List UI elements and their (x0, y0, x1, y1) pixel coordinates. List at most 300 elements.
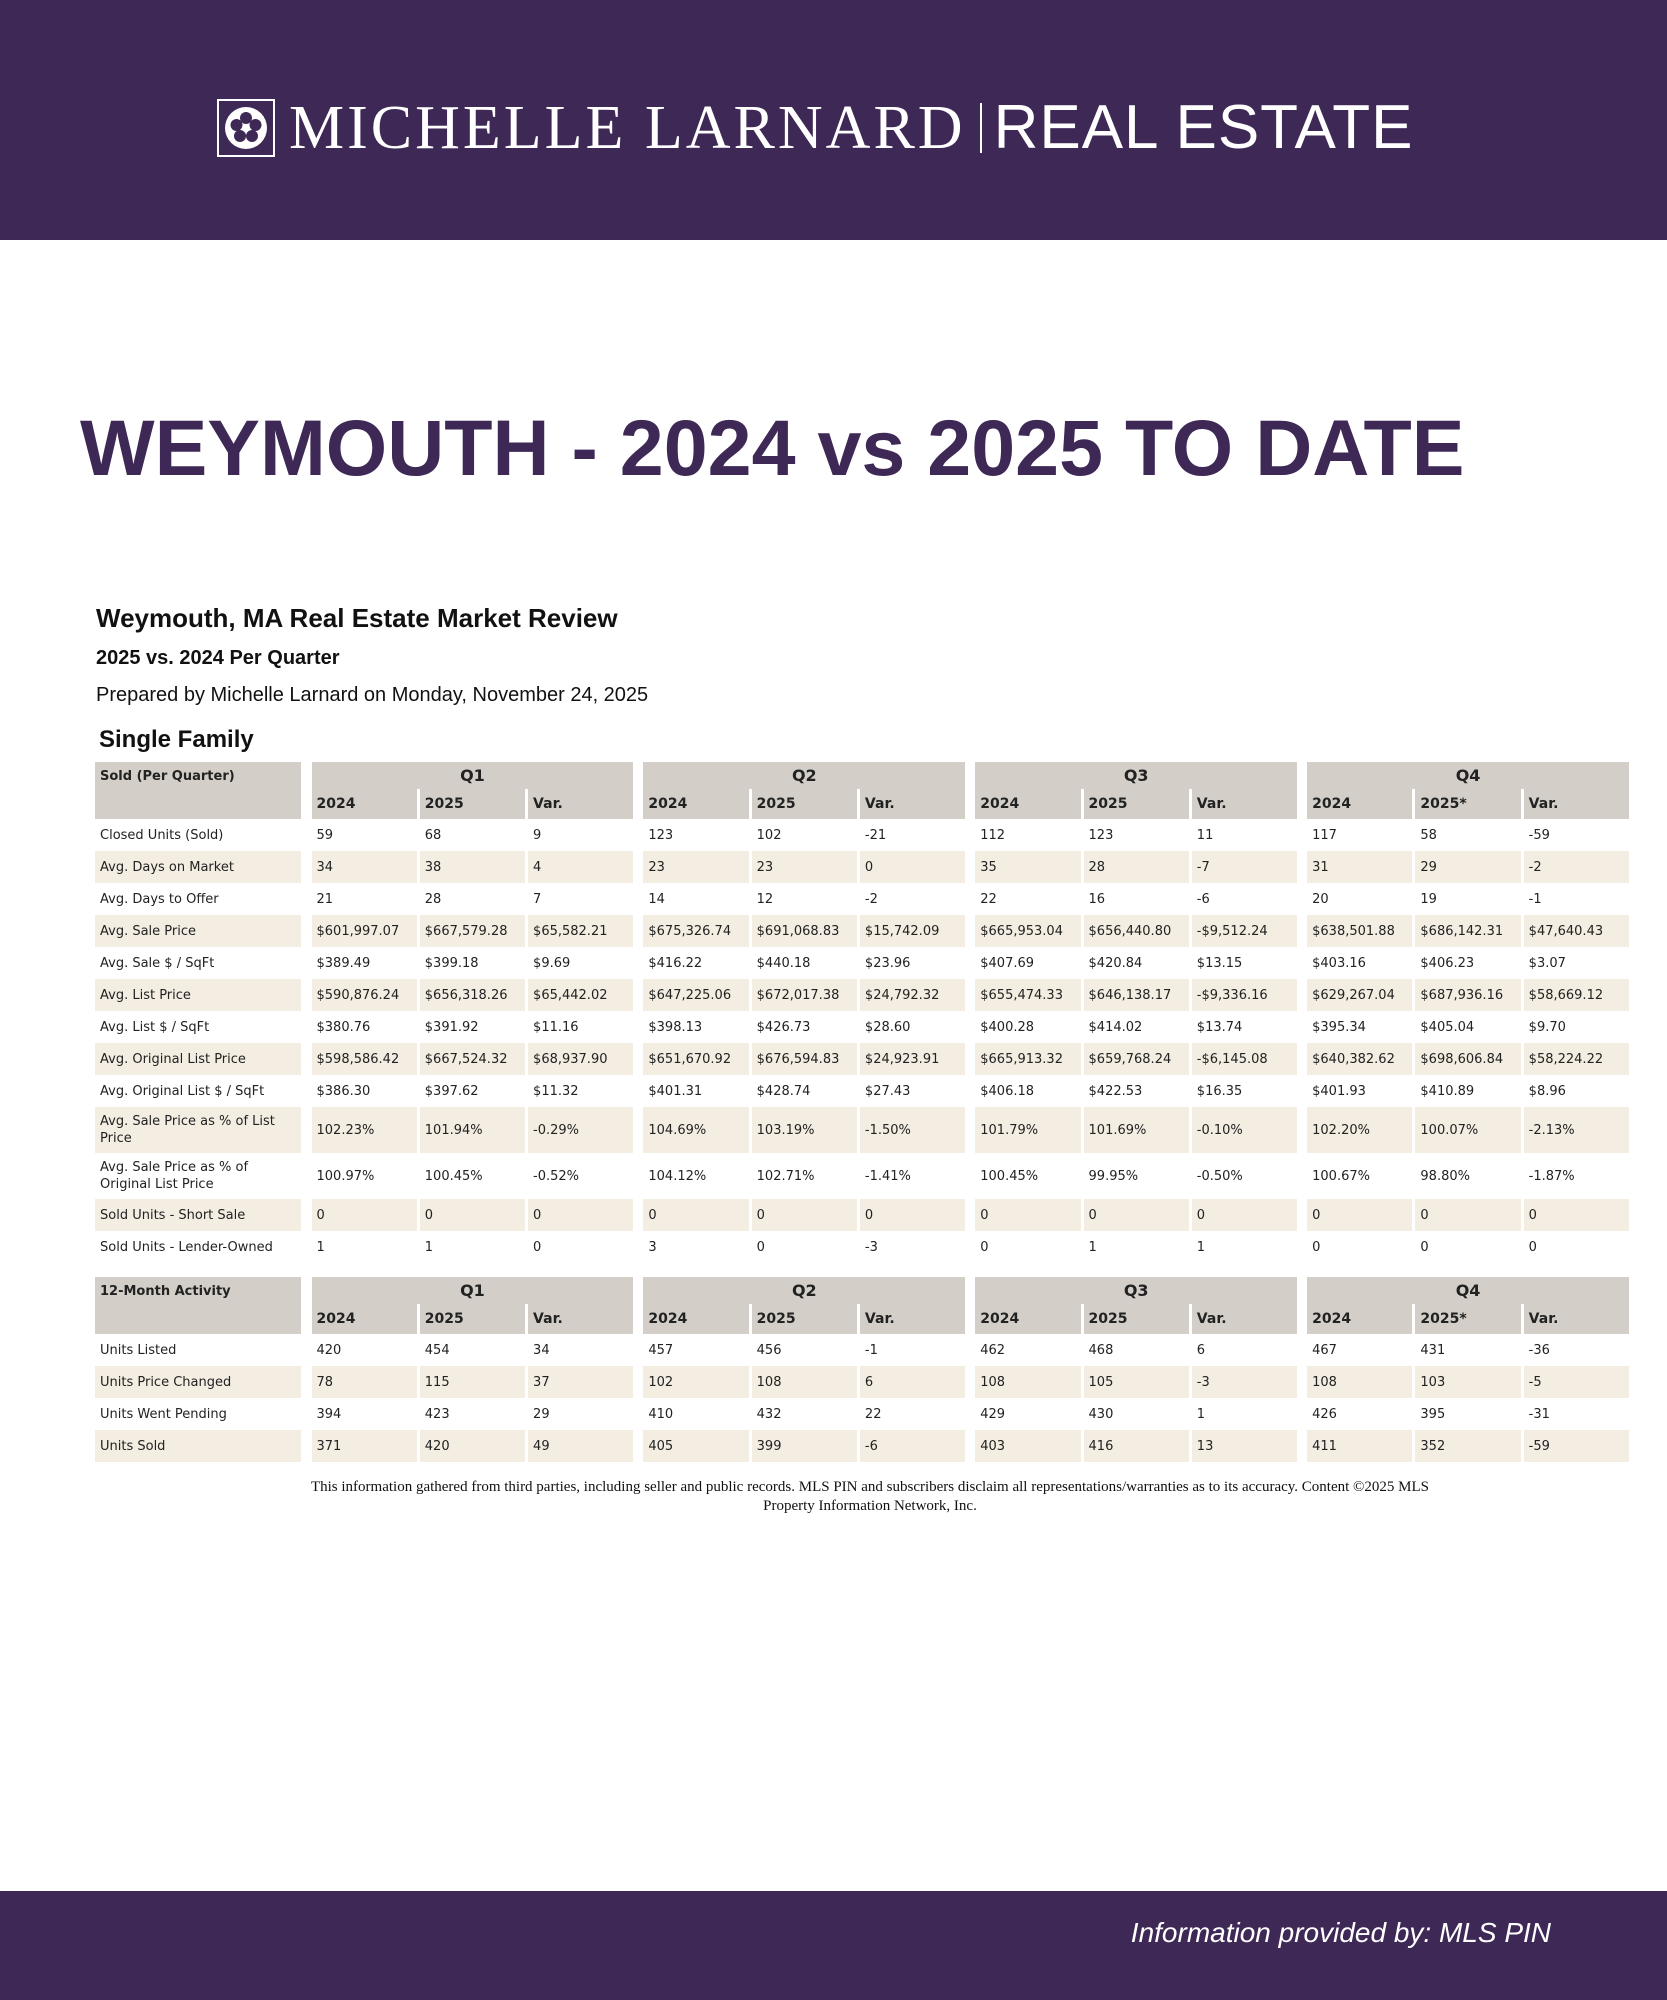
table-cell: 423 (424, 1406, 450, 1422)
table-cell: $16.35 (1196, 1083, 1243, 1099)
table-cell: 102.20% (1307, 1107, 1412, 1153)
quarter-header: Q1 (312, 1277, 634, 1304)
table-row (95, 1153, 1629, 1199)
column-gap (636, 915, 640, 947)
table-cell: $380.76 (316, 1019, 371, 1035)
row-label: Avg. List Price (95, 979, 301, 1011)
column-gap (968, 851, 972, 883)
table-cell: 395 (1420, 1406, 1446, 1422)
row-label: Units Listed (100, 1342, 177, 1358)
table-cell: 0 (860, 851, 965, 883)
column-gap (968, 1277, 972, 1304)
table-cell: 112 (980, 827, 1006, 843)
table-cell: 102 (643, 1366, 748, 1398)
row-label: Sold Units - Short Sale (95, 1199, 301, 1231)
column-gap (636, 851, 640, 883)
column-gap (636, 1043, 640, 1075)
table-cell: -1.87% (1528, 1168, 1575, 1184)
column-gap (304, 883, 308, 915)
table-row (95, 947, 1629, 979)
table-cell: -3 (1192, 1366, 1297, 1398)
table-cell: $659,768.24 (1084, 1043, 1189, 1075)
table-cell: 105 (1084, 1366, 1189, 1398)
table-cell: 457 (648, 1342, 674, 1358)
column-gap (1300, 1304, 1304, 1334)
table-cell: -1.50% (860, 1107, 965, 1153)
row-label: Avg. Sale Price as % of List Price (95, 1107, 301, 1153)
column-gap (304, 1231, 308, 1263)
column-header: 2024 (975, 789, 1080, 819)
table-cell: $401.93 (1312, 1083, 1366, 1099)
row-label: Units Went Pending (100, 1406, 227, 1422)
table-cell: 34 (533, 1342, 550, 1358)
column-gap (968, 883, 972, 915)
table-cell: 11 (1196, 827, 1214, 843)
table-cell: 352 (1415, 1430, 1520, 1462)
table-cell: 98.80% (1420, 1168, 1470, 1184)
table-row (95, 883, 1629, 915)
column-gap (1300, 1366, 1304, 1398)
row-label: Avg. Original List $ / SqFt (100, 1083, 265, 1099)
column-gap (304, 915, 308, 947)
row-label: Units Price Changed (95, 1366, 301, 1398)
table-cell: $676,594.83 (752, 1043, 857, 1075)
table-cell: 0 (312, 1199, 417, 1231)
table-cell: -$9,512.24 (1192, 915, 1297, 947)
table-cell: 99.95% (1088, 1168, 1139, 1184)
column-gap (304, 1398, 308, 1430)
column-gap (636, 1304, 640, 1334)
column-gap (304, 947, 308, 979)
table-cell: 0 (533, 1239, 542, 1255)
table-row (95, 1011, 1629, 1043)
table-cell: 405 (643, 1430, 748, 1462)
table-cell: 23 (643, 851, 748, 883)
column-gap (968, 1231, 972, 1263)
table-cell: 35 (975, 851, 1080, 883)
table-cell: $656,318.26 (420, 979, 525, 1011)
table-cell: -6 (860, 1430, 965, 1462)
table-row (95, 851, 1629, 883)
table-cell: 68 (424, 827, 442, 843)
table-cell: $395.34 (1312, 1019, 1366, 1035)
flower-icon (217, 99, 275, 157)
table-cell: 0 (1524, 1199, 1629, 1231)
table-cell: $9.70 (1528, 1019, 1566, 1035)
table-cell: 410 (648, 1406, 674, 1422)
table-cell: 0 (1307, 1199, 1412, 1231)
column-gap (1300, 1398, 1304, 1430)
table-cell: $65,582.21 (528, 915, 633, 947)
column-header: 2024 (312, 1304, 417, 1334)
report-prepared-by: Prepared by Michelle Larnard on Monday, November 24, 2025 (96, 684, 649, 706)
column-gap (968, 1107, 972, 1153)
column-gap (304, 819, 308, 851)
table-cell: 411 (1307, 1430, 1412, 1462)
table-cell: $665,953.04 (975, 915, 1080, 947)
table-cell: 0 (1528, 1239, 1537, 1255)
quarter-header: Q2 (643, 1277, 965, 1304)
table-cell: $399.18 (424, 955, 479, 971)
table-cell: 1 (424, 1239, 434, 1255)
table-cell: 431 (1420, 1342, 1446, 1358)
table-row (95, 1107, 1629, 1153)
table-cell: $391.92 (424, 1019, 479, 1035)
column-header: 2025* (1415, 1304, 1520, 1334)
table-cell: 103 (1415, 1366, 1520, 1398)
table-cell: $389.49 (316, 955, 371, 971)
column-gap (636, 1153, 640, 1199)
column-gap (968, 1075, 972, 1107)
column-gap (304, 1199, 308, 1231)
table-cell: 31 (1307, 851, 1412, 883)
table-cell: $420.84 (1088, 955, 1143, 971)
column-header: 2024 (1307, 789, 1412, 819)
table-cell: 371 (312, 1430, 417, 1462)
table-section-label: 12-Month Activity (95, 1277, 301, 1334)
table-cell: 0 (980, 1239, 989, 1255)
table-cell: 103.19% (752, 1107, 857, 1153)
table-cell: $667,524.32 (420, 1043, 525, 1075)
table-cell: $65,442.02 (528, 979, 633, 1011)
column-gap (1300, 789, 1304, 819)
table-cell: $698,606.84 (1415, 1043, 1520, 1075)
table-cell: 16 (1088, 891, 1106, 907)
table-cell: 29 (1415, 851, 1520, 883)
table-cell: 456 (756, 1342, 782, 1358)
table-cell: 29 (533, 1406, 550, 1422)
table-cell: 59 (316, 827, 334, 843)
twelve-month-activity-table (92, 1277, 1632, 1462)
table-cell: $13.15 (1196, 955, 1243, 971)
table-cell: 102.71% (756, 1168, 815, 1184)
table-cell: $655,474.33 (975, 979, 1080, 1011)
column-gap (1300, 947, 1304, 979)
table-cell: 0 (420, 1199, 525, 1231)
column-header: 2024 (312, 789, 417, 819)
column-header: Var. (860, 789, 965, 819)
table-cell: $422.53 (1088, 1083, 1143, 1099)
column-gap (304, 1334, 308, 1366)
table-cell: 399 (752, 1430, 857, 1462)
table-cell: 101.69% (1084, 1107, 1189, 1153)
table-cell: $47,640.43 (1524, 915, 1629, 947)
table-cell: $440.18 (756, 955, 811, 971)
table-cell: 19 (1420, 891, 1437, 907)
table-cell: $675,326.74 (643, 915, 748, 947)
column-gap (968, 762, 972, 789)
column-header: Var. (1192, 1304, 1297, 1334)
column-gap (304, 1304, 308, 1334)
table-cell: $651,670.92 (643, 1043, 748, 1075)
table-cell: 467 (1312, 1342, 1337, 1358)
table-cell: 102.23% (312, 1107, 417, 1153)
column-gap (1300, 851, 1304, 883)
table-cell: $24,792.32 (860, 979, 965, 1011)
table-cell: $9.69 (533, 955, 571, 971)
table-cell: $398.13 (648, 1019, 703, 1035)
table-cell: 462 (980, 1342, 1006, 1358)
column-gap (968, 1366, 972, 1398)
table-cell: 21 (316, 891, 334, 907)
table-cell: $11.16 (533, 1019, 579, 1035)
table-cell: $58,224.22 (1524, 1043, 1629, 1075)
column-gap (968, 915, 972, 947)
column-gap (968, 1199, 972, 1231)
column-gap (968, 947, 972, 979)
table-cell: 0 (860, 1199, 965, 1231)
table-cell: 115 (420, 1366, 525, 1398)
column-gap (1300, 1153, 1304, 1199)
table-cell: -1.41% (864, 1168, 911, 1184)
table-cell: 6 (860, 1366, 965, 1398)
table-cell: 13 (1192, 1430, 1297, 1462)
table-cell: 78 (312, 1366, 417, 1398)
table-cell: $405.04 (1420, 1019, 1475, 1035)
table-cell: 420 (420, 1430, 525, 1462)
column-gap (968, 1043, 972, 1075)
table-cell: 100.07% (1415, 1107, 1520, 1153)
quarter-header: Q3 (975, 1277, 1297, 1304)
table-cell: $28.60 (864, 1019, 911, 1035)
table-cell: 0 (1192, 1199, 1297, 1231)
column-gap (636, 1107, 640, 1153)
table-cell: 104.12% (648, 1168, 707, 1184)
column-gap (636, 819, 640, 851)
table-cell: 49 (528, 1430, 633, 1462)
column-gap (1300, 1430, 1304, 1462)
table-cell: 108 (1307, 1366, 1412, 1398)
column-header: 2024 (643, 1304, 748, 1334)
column-header: Var. (1524, 1304, 1629, 1334)
brand-divider (980, 103, 982, 153)
table-row (95, 1366, 1629, 1398)
column-gap (636, 1075, 640, 1107)
column-header: 2025 (1084, 789, 1189, 819)
table-cell: $23.96 (864, 955, 911, 971)
table-cell: 101.94% (420, 1107, 525, 1153)
sold-per-quarter-table (92, 762, 1632, 1263)
disclaimer-footnote: This information gathered from third parties, including seller and public records. MLS PIN and subscribers disclaim all representations/warranties as to its accuracy. Content ©2025 MLS Property Information Network, Inc. (310, 1479, 1430, 1514)
quarter-header: Q4 (1307, 762, 1629, 789)
column-gap (968, 979, 972, 1011)
column-gap (304, 1011, 308, 1043)
column-header: Var. (1192, 789, 1297, 819)
table-cell: -21 (864, 827, 887, 843)
table-cell: 0 (643, 1199, 748, 1231)
column-header: 2025 (1084, 1304, 1189, 1334)
table-cell: 7 (533, 891, 542, 907)
table-cell: 430 (1088, 1406, 1114, 1422)
table-cell: -0.52% (533, 1168, 580, 1184)
column-gap (636, 1366, 640, 1398)
row-label: Avg. Sale Price (95, 915, 301, 947)
column-gap (1300, 1277, 1304, 1304)
table-cell: -2 (1524, 851, 1629, 883)
table-row (95, 1231, 1629, 1263)
column-gap (1300, 762, 1304, 789)
table-cell: 117 (1312, 827, 1337, 843)
table-section-label: Sold (Per Quarter) (95, 762, 301, 819)
table-cell: 0 (528, 1199, 633, 1231)
table-cell: $8.96 (1528, 1083, 1566, 1099)
table-cell: 6 (1196, 1342, 1206, 1358)
table-cell: 101.79% (975, 1107, 1080, 1153)
table-cell: 23 (752, 851, 857, 883)
column-header: 2025 (420, 789, 525, 819)
table-cell: 37 (528, 1366, 633, 1398)
row-label: Avg. Days on Market (95, 851, 301, 883)
table-cell: $665,913.32 (975, 1043, 1080, 1075)
table-cell: 420 (316, 1342, 342, 1358)
column-gap (1300, 819, 1304, 851)
table-cell: 12 (756, 891, 774, 907)
table-cell: 22 (980, 891, 997, 907)
column-gap (968, 819, 972, 851)
table-cell: 426 (1312, 1406, 1337, 1422)
table-cell: -36 (1528, 1342, 1550, 1358)
column-gap (968, 1304, 972, 1334)
table-cell: -59 (1524, 1430, 1629, 1462)
table-cell: 0 (1420, 1239, 1429, 1255)
table-cell: 1 (1196, 1239, 1206, 1255)
table-row (95, 1430, 1629, 1462)
table-cell: -6 (1196, 891, 1210, 907)
column-gap (636, 1011, 640, 1043)
column-gap (636, 979, 640, 1011)
table-cell: -$6,145.08 (1192, 1043, 1297, 1075)
table-cell: $414.02 (1088, 1019, 1143, 1035)
table-cell: 429 (980, 1406, 1006, 1422)
quarter-header: Q3 (975, 762, 1297, 789)
table-row (95, 1334, 1629, 1366)
column-gap (1300, 1011, 1304, 1043)
table-cell: -2 (864, 891, 878, 907)
row-label: Avg. Sale Price as % of Original List Price (100, 1160, 249, 1192)
table-cell: 100.67% (1312, 1168, 1370, 1184)
table-cell: $15,742.09 (860, 915, 965, 947)
column-header: Var. (528, 1304, 633, 1334)
column-gap (304, 1153, 308, 1199)
table-cell: -0.10% (1192, 1107, 1297, 1153)
table-cell: -31 (1528, 1406, 1550, 1422)
table-cell: $3.07 (1528, 955, 1566, 971)
column-header: 2025* (1415, 789, 1520, 819)
table-cell: $397.62 (424, 1083, 479, 1099)
header-bar (0, 0, 1667, 240)
table-cell: $24,923.91 (860, 1043, 965, 1075)
table-cell: $647,225.06 (643, 979, 748, 1011)
table-row (95, 915, 1629, 947)
table-cell: $406.18 (980, 1083, 1035, 1099)
table-cell: 0 (756, 1239, 765, 1255)
column-gap (968, 1430, 972, 1462)
table-cell: $400.28 (980, 1019, 1035, 1035)
table-cell: $428.74 (756, 1083, 811, 1099)
table-cell: 403 (975, 1430, 1080, 1462)
column-header: 2024 (643, 789, 748, 819)
row-label: Avg. Original List Price (95, 1043, 301, 1075)
table-cell: 22 (864, 1406, 882, 1422)
table-cell: $406.23 (1420, 955, 1475, 971)
table-cell: $416.22 (648, 955, 703, 971)
column-gap (304, 1277, 308, 1304)
table-cell: -1 (1528, 891, 1542, 907)
column-gap (304, 979, 308, 1011)
row-label: Avg. Sale $ / SqFt (100, 955, 215, 971)
column-gap (1300, 979, 1304, 1011)
table-cell: 1 (1196, 1406, 1206, 1422)
row-label: Units Sold (95, 1430, 301, 1462)
table-cell: $598,586.42 (312, 1043, 417, 1075)
column-gap (968, 789, 972, 819)
table-cell: 0 (1084, 1199, 1189, 1231)
table-cell: $13.74 (1196, 1019, 1243, 1035)
table-cell: 416 (1084, 1430, 1189, 1462)
quarter-header: Q2 (643, 762, 965, 789)
table-cell: $687,936.16 (1415, 979, 1520, 1011)
column-gap (636, 1334, 640, 1366)
column-gap (304, 851, 308, 883)
column-gap (636, 947, 640, 979)
table-cell: $407.69 (980, 955, 1035, 971)
row-label: Sold Units - Lender-Owned (100, 1239, 273, 1255)
column-gap (968, 1334, 972, 1366)
column-gap (636, 883, 640, 915)
table-cell: $401.31 (648, 1083, 703, 1099)
column-gap (1300, 1075, 1304, 1107)
footer-source: Information provided by: MLS PIN (1130, 1917, 1551, 1948)
column-gap (304, 1075, 308, 1107)
table-cell: 123 (648, 827, 674, 843)
column-gap (636, 1277, 640, 1304)
column-gap (636, 789, 640, 819)
table-cell: -$9,336.16 (1192, 979, 1297, 1011)
column-gap (1300, 1107, 1304, 1153)
table-cell: $629,267.04 (1307, 979, 1412, 1011)
column-header: 2024 (1307, 1304, 1412, 1334)
column-gap (304, 789, 308, 819)
table-row (95, 979, 1629, 1011)
table-cell: $68,937.90 (528, 1043, 633, 1075)
column-header: Var. (1524, 789, 1629, 819)
column-gap (304, 762, 308, 789)
column-gap (1300, 1199, 1304, 1231)
table-cell: 38 (420, 851, 525, 883)
table-cell: -1 (864, 1342, 878, 1358)
column-gap (968, 1398, 972, 1430)
table-cell: 4 (528, 851, 633, 883)
brand-logo (217, 95, 1413, 161)
table-cell: -0.50% (1196, 1168, 1243, 1184)
column-gap (1300, 883, 1304, 915)
table-cell: $601,997.07 (312, 915, 417, 947)
table-cell: $27.43 (864, 1083, 911, 1099)
brand-name: MICHELLE LARNARD (289, 94, 966, 162)
table-cell: 100.97% (316, 1168, 375, 1184)
column-gap (636, 1199, 640, 1231)
table-row (95, 1043, 1629, 1075)
table-cell: $656,440.80 (1084, 915, 1189, 947)
table-cell: 394 (316, 1406, 342, 1422)
column-gap (636, 1398, 640, 1430)
column-header: 2025 (420, 1304, 525, 1334)
table-cell: 58 (1420, 827, 1437, 843)
table-cell: $667,579.28 (420, 915, 525, 947)
report-subtitle: 2025 vs. 2024 Per Quarter (96, 647, 340, 669)
table-row (95, 1398, 1629, 1430)
table-cell: 468 (1088, 1342, 1114, 1358)
